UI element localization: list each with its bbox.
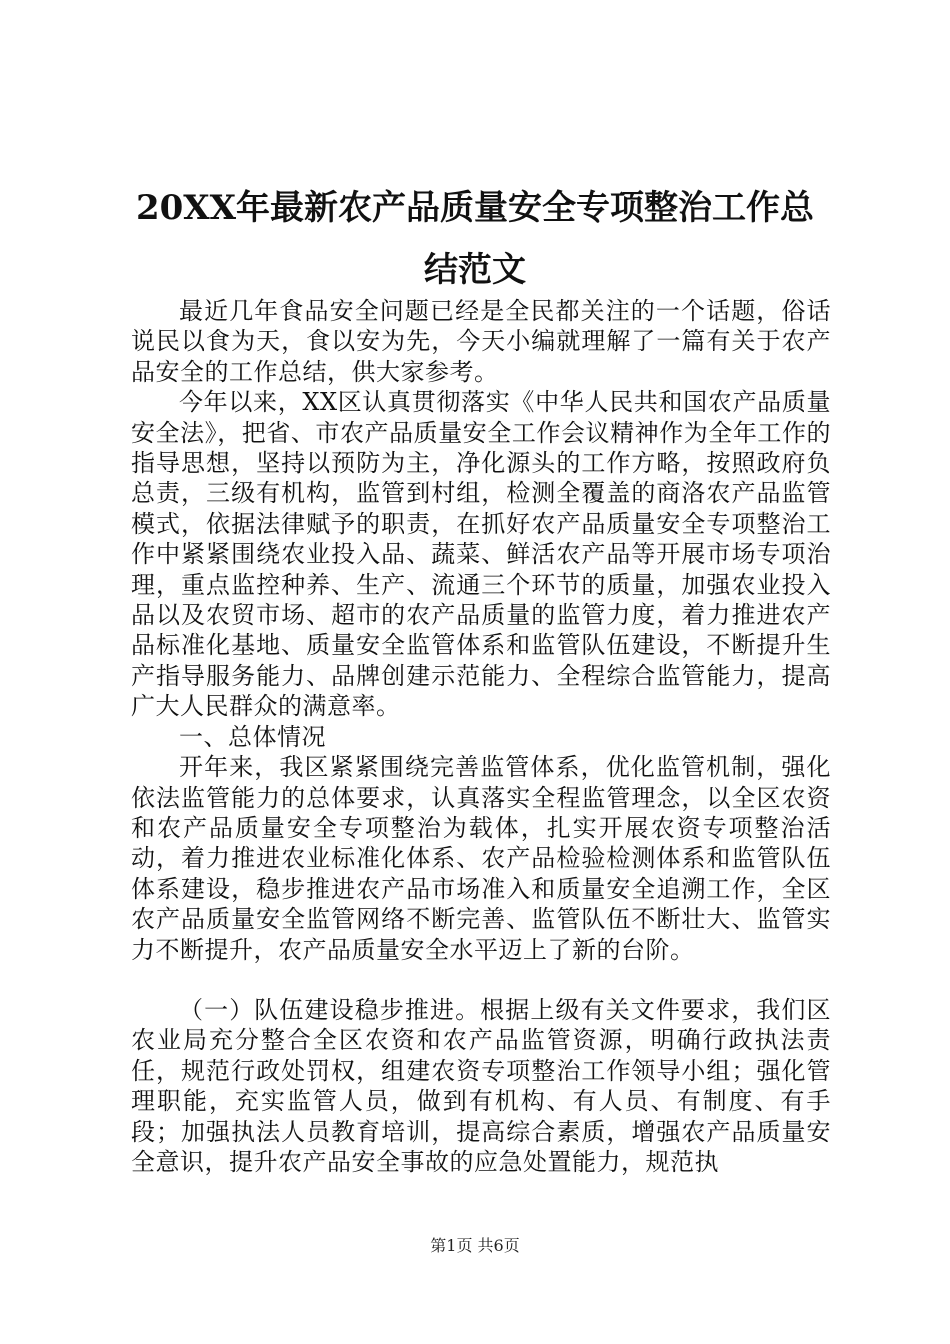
document-title-line-2: 结范文 xyxy=(424,250,526,290)
paragraph-team-building: （一）队伍建设稳步推进。根据上级有关文件要求，我们区农业局充分整合全区农资和农产品监管资源，明确行政执法责任，规范行政处罚权，组建农资专项整治工作领导小组；强化管理职能，充实监管人员，做到有机构、有人员、有制度、有手段；加强执法人员教育培训，提高综合素质，增强农产品质量安全意识，提升农产品安全事故的应急处置能力，规范执 xyxy=(131,995,831,1176)
paragraph-overview: 今年以来，XX区认真贯彻落实《中华人民共和国农产品质量安全法》，把省、市农产品质量安全工作会议精神作为全年工作的指导思想，坚持以预防为主，净化源头的工作方略，按照政府负总责，三级有机构，监管到村组，检测全覆盖的商洛农产品监管模式，依据法律赋予的职责，在抓好农产品质量安全专项整治工作中紧紧围绕农业投入品、蔬菜、鲜活农产品等开展市场专项治理，重点监控种养、生产、流通三个环节的质量，加强农业投入品以及农贸市场、超市的农产品质量的监管力度，着力推进农产品标准化基地、质量安全监管体系和监管队伍建设，不断提升生产指导服务能力、品牌创建示范能力、全程综合监管能力，提高广大人民群众的满意率。 xyxy=(131,388,831,721)
page-footer: 第1页 共6页 xyxy=(430,1236,520,1255)
paragraph-intro: 最近几年食品安全问题已经是全民都关注的一个话题，俗话说民以食为天，食以安为先，今天小编就理解了一篇有关于农产品安全的工作总结，供大家参考。 xyxy=(131,297,831,386)
document-body xyxy=(131,296,831,1177)
document-title-line-1: 20XX年最新农产品质量安全专项整治工作总 xyxy=(135,188,815,228)
section-heading: 一、总体情况 xyxy=(179,722,326,751)
paragraph-general-situation: 开年来，我区紧紧围绕完善监管体系，优化监管机制，强化依法监管能力的总体要求，认真落实全程监管理念，以全区农资和农产品质量安全专项整治为载体，扎实开展农资专项整治活动，着力推进农业标准化体系、农产品检验检测体系和监管队伍体系建设，稳步推进农产品市场准入和质量安全追溯工作，全区农产品质量安全监管网络不断完善、监管队伍不断壮大、监管实力不断提升，农产品质量安全水平迈上了新的台阶。 xyxy=(131,753,831,964)
